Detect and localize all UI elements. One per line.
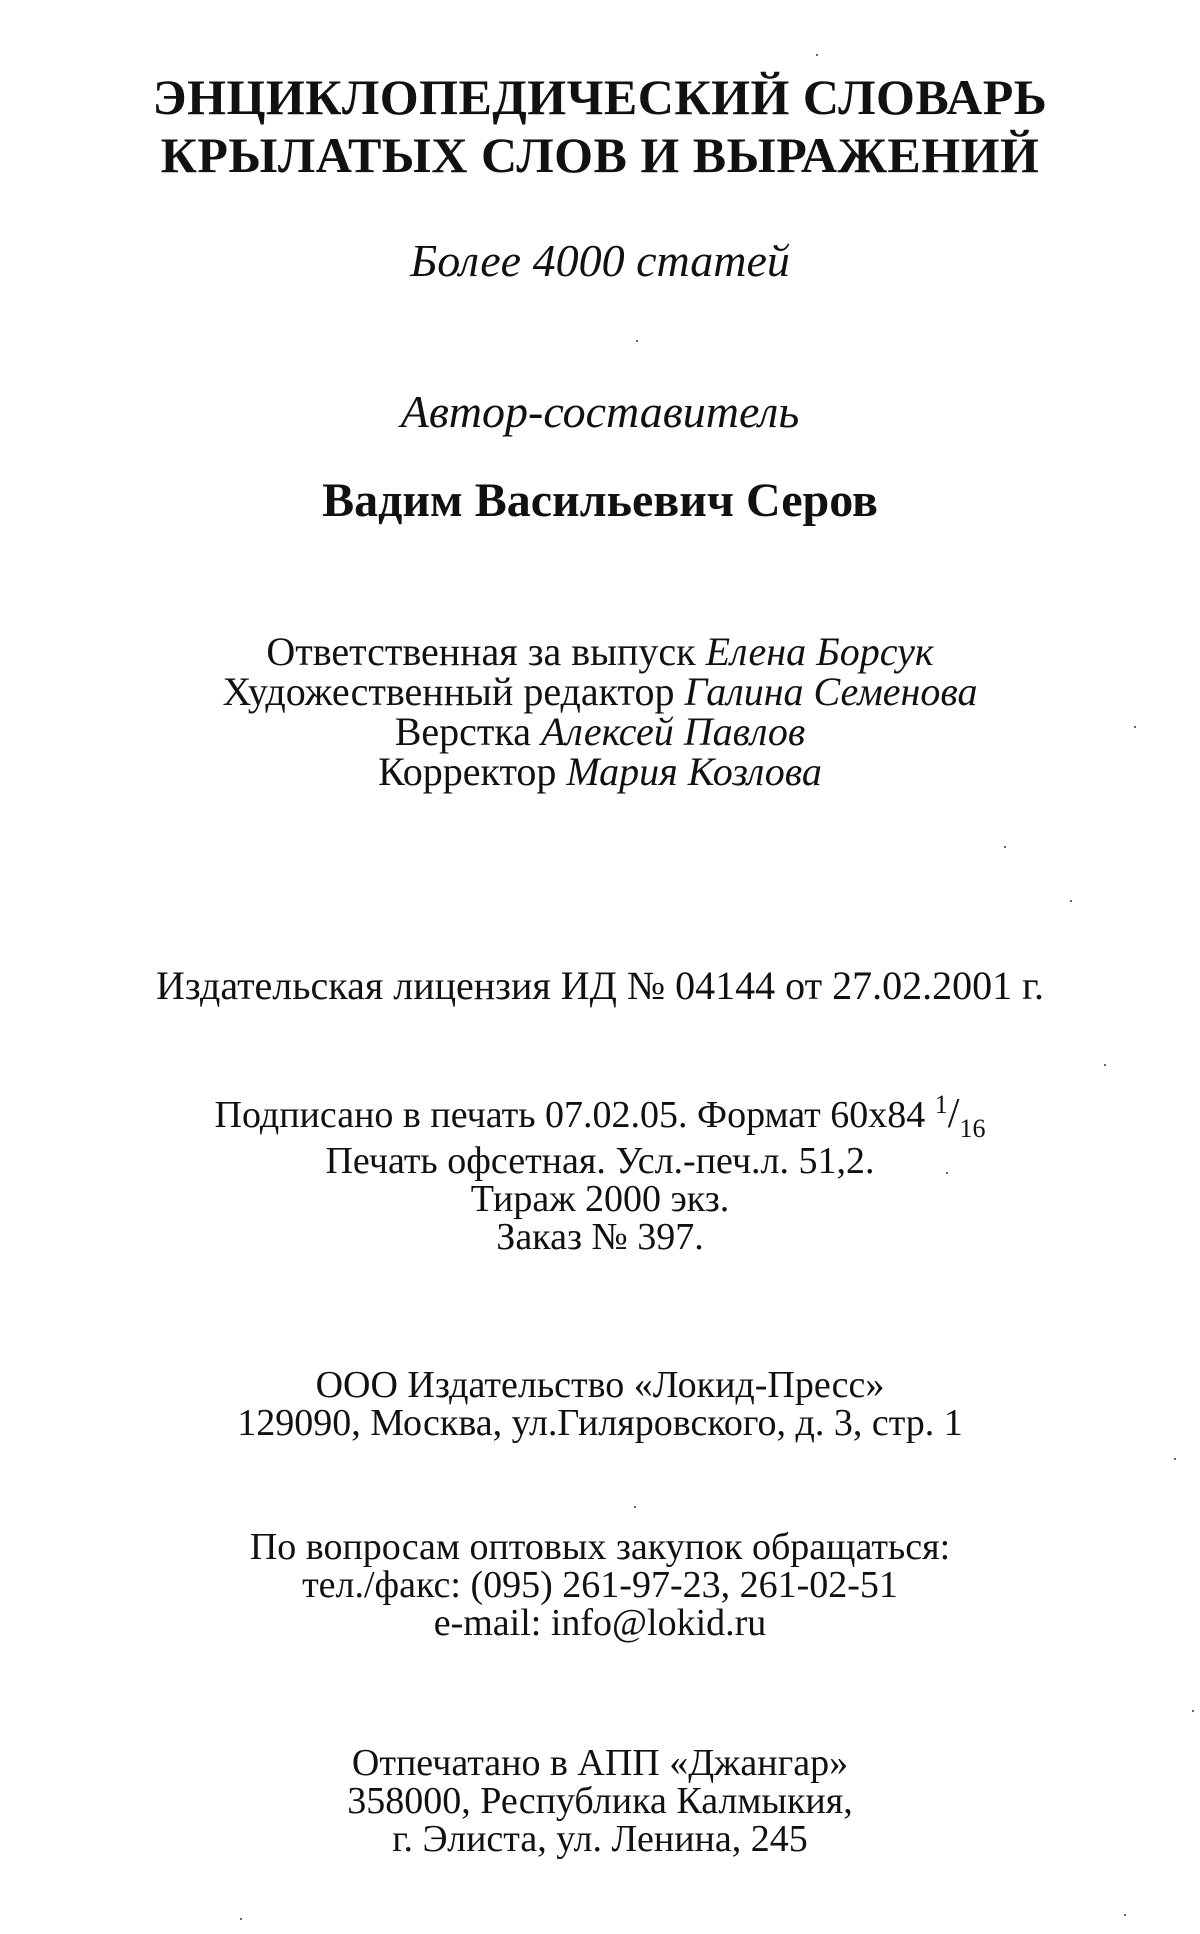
print-run: Тираж 2000 экз. — [470, 1178, 730, 1220]
signed-to-print-text: Подписано в печать 07.02.05. Формат 60x84 — [214, 1094, 926, 1136]
publishing-license: Издательская лицензия ИД № 04144 от 27.02.2001 г. — [156, 963, 1044, 1008]
book-title — [0, 68, 1200, 184]
credit-role: Ответственная за выпуск — [266, 629, 696, 674]
publisher-info — [0, 1366, 1200, 1442]
credit-line-art-editor — [0, 669, 1200, 714]
credit-line-proofreader — [0, 749, 1200, 794]
print-type: Печать офсетная. Усл.-печ.л. 51,2. — [325, 1140, 875, 1182]
signed-to-print-line — [0, 1092, 1200, 1142]
book-title-line-2: КРЫЛАТЫХ СЛОВ И ВЫРАЖЕНИЙ — [160, 127, 1040, 183]
credit-person: Елена Борсук — [705, 629, 934, 674]
author-role: Автор-составитель — [400, 386, 800, 437]
scan-speck — [1104, 1064, 1106, 1066]
credits-block — [0, 629, 1200, 794]
wholesale-heading: По вопросам оптовых закупок обращаться: — [249, 1526, 951, 1568]
scan-speck — [634, 1506, 636, 1508]
scan-speck — [816, 54, 818, 56]
format-fraction-denominator: 16 — [959, 1114, 986, 1143]
book-subtitle: Более 4000 статей — [410, 235, 790, 286]
scan-speck — [1004, 846, 1006, 848]
scan-speck — [1174, 1458, 1176, 1460]
credit-person: Мария Козлова — [566, 749, 822, 794]
scan-speck — [240, 1918, 242, 1920]
scan-speck — [1070, 900, 1072, 902]
credit-line-release — [0, 629, 1200, 674]
credit-role: Художественный редактор — [222, 669, 675, 714]
scan-speck — [946, 1172, 948, 1174]
order-number: Заказ № 397. — [496, 1216, 704, 1258]
format-fraction-numerator: 1 — [934, 1090, 948, 1119]
credit-person: Алексей Павлов — [540, 709, 806, 754]
publisher-address: 129090, Москва, ул.Гиляровского, д. 3, стр. 1 — [237, 1402, 963, 1444]
publisher-name: ООО Издательство «Локид-Пресс» — [315, 1364, 885, 1406]
wholesale-phone: тел./факс: (095) 261-97-23, 261-02-51 — [302, 1564, 898, 1606]
credit-person: Галина Семенова — [684, 669, 978, 714]
printer-address-line-1: 358000, Республика Калмыкия, — [347, 1780, 853, 1822]
wholesale-contacts — [0, 1528, 1200, 1642]
printer-info — [0, 1744, 1200, 1858]
print-details — [0, 1092, 1200, 1256]
credit-line-layout — [0, 709, 1200, 754]
printer-address-line-2: г. Элиста, ул. Ленина, 245 — [392, 1818, 808, 1860]
book-title-line-1: ЭНЦИКЛОПЕДИЧЕСКИЙ СЛОВАРЬ — [152, 69, 1048, 125]
credit-role: Корректор — [378, 749, 557, 794]
scan-speck — [1134, 726, 1136, 728]
scan-speck — [1124, 1914, 1126, 1916]
scan-speck — [636, 340, 638, 342]
author-name: Вадим Васильевич Серов — [322, 474, 878, 527]
scan-speck — [1192, 1710, 1194, 1712]
wholesale-email: e-mail: info@lokid.ru — [433, 1602, 767, 1644]
credit-role: Верстка — [394, 709, 531, 754]
format-fraction-slash: / — [947, 1091, 960, 1137]
printer-name: Отпечатано в АПП «Джангар» — [351, 1742, 849, 1784]
